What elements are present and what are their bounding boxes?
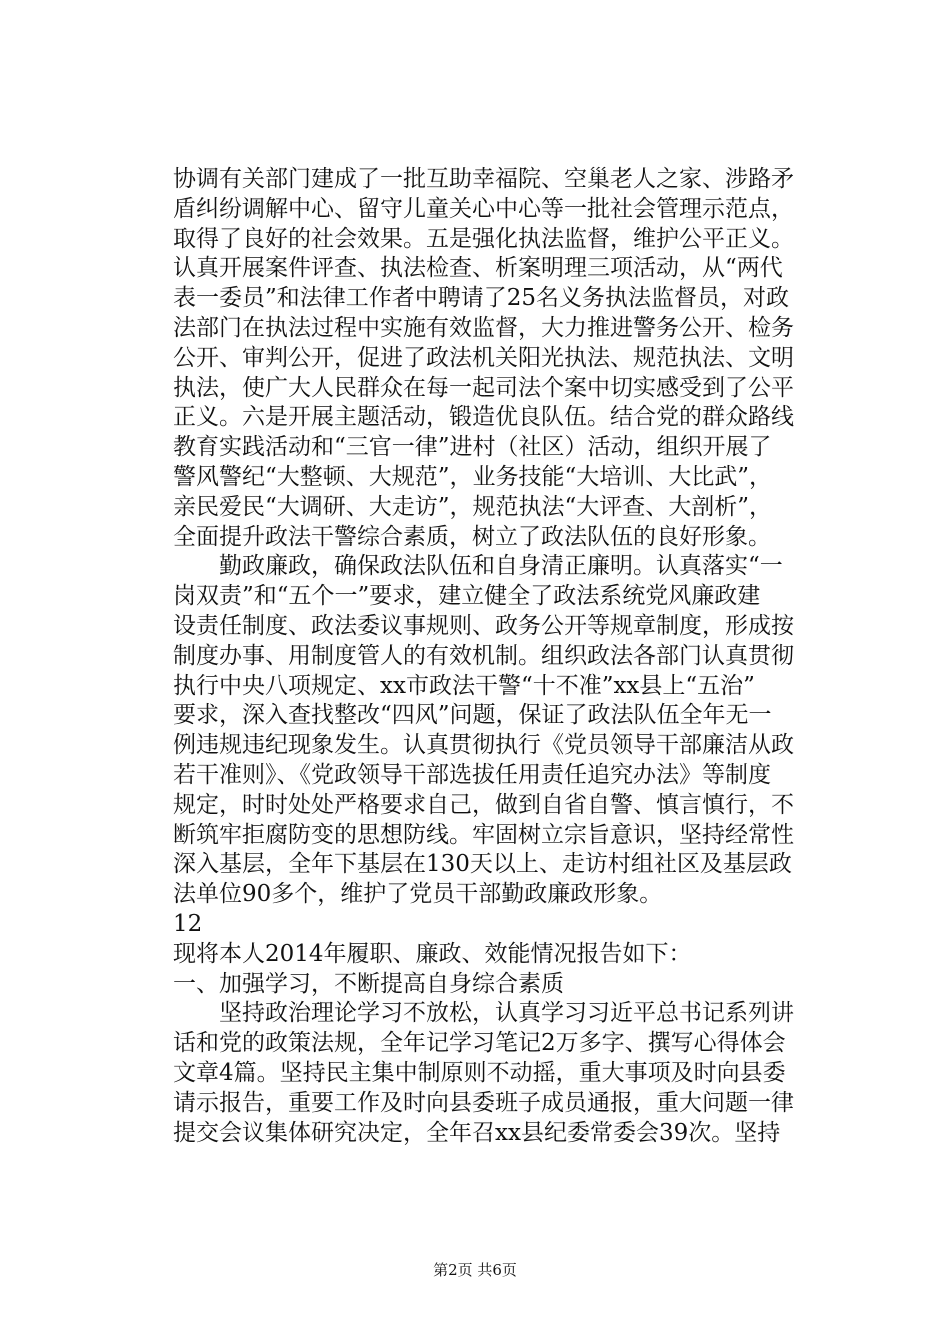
text-line: 协调有关部门建成了一批互助幸福院、空巢老人之家、涉路矛	[173, 166, 794, 192]
text-line: 全面提升政法干警综合素质，树立了政法队伍的良好形象。	[173, 523, 771, 550]
text-line: 深入基层，全年下基层在130天以上、走访村组社区及基层政	[173, 851, 792, 878]
text-line: 取得了良好的社会效果。五是强化执法监督，维护公平正义。	[173, 225, 794, 252]
text-line: 要求，深入查找整改“四风”问题，保证了政法队伍全年无一	[173, 702, 772, 729]
text-line: 例违规违纪现象发生。认真贯彻执行《党员领导干部廉洁从政	[173, 732, 794, 759]
text-line: 断筑牢拒腐防变的思想防线。牢固树立宗旨意识，坚持经常性	[173, 821, 794, 848]
text-line: 规定，时时处处严格要求自己，做到自省自警、慎言慎行，不	[173, 791, 794, 818]
text-line: 表一委员”和法律工作者中聘请了25名义务执法监督员，对政	[173, 285, 790, 312]
page-number-text: 第2页 共6页	[433, 1261, 517, 1279]
text-line: 警风警纪“大整顿、大规范”，业务技能“大培训、大比武”，	[173, 463, 773, 490]
text-line: 12	[173, 910, 203, 937]
text-line: 坚持政治理论学习不放松，认真学习习近平总书记系列讲	[219, 1000, 794, 1027]
page-footer	[0, 1260, 950, 1280]
text-line: 若干准则》、《党政领导干部选拔任用责任追究办法》等制度	[173, 761, 771, 788]
text-line: 盾纠纷调解中心、留守儿童关心中心等一批社会管理示范点，	[173, 195, 794, 222]
text-line: 执行中央八项规定、xx市政法干警“十不准”xx县上“五治”	[173, 672, 755, 699]
text-line: 现将本人2014年履职、廉政、效能情况报告如下：	[173, 940, 692, 967]
text-line: 岗双责”和“五个一”要求，建立健全了政法系统党风廉政建	[173, 583, 761, 610]
text-line: 提交会议集体研究决定，全年召xx县纪委常委会39次。坚持	[173, 1119, 781, 1146]
text-line: 勤政廉政，确保政法队伍和自身清正廉明。认真落实“一	[219, 553, 783, 580]
document-body	[173, 165, 835, 1148]
text-line: 法单位90多个，维护了党员干部勤政廉政形象。	[173, 881, 663, 908]
text-line: 话和党的政策法规，全年记学习笔记2万多字、撰写心得体会	[173, 1030, 786, 1057]
text-line: 公开、审判公开，促进了政法机关阳光执法、规范执法、文明	[173, 344, 794, 371]
text-line: 正义。六是开展主题活动，锻造优良队伍。结合党的群众路线	[173, 404, 794, 431]
text-line: 教育实践活动和“三官一律”进村（社区）活动，组织开展了	[173, 434, 772, 461]
text-line: 请示报告，重要工作及时向县委班子成员通报，重大问题一律	[173, 1089, 794, 1116]
text-line: 认真开展案件评查、执法检查、析案明理三项活动，从“两代	[173, 255, 783, 282]
text-line: 设责任制度、政法委议事规则、政务公开等规章制度，形成按	[173, 612, 794, 639]
text-line: 执法，使广大人民群众在每一起司法个案中切实感受到了公平	[173, 374, 794, 401]
text-line: 亲民爱民“大调研、大走访”，规范执法“大评查、大剖析”，	[173, 493, 773, 520]
text-line: 制度办事、用制度管人的有效机制。组织政法各部门认真贯彻	[173, 642, 794, 669]
text-line: 法部门在执法过程中实施有效监督，大力推进警务公开、检务	[173, 314, 794, 341]
text-line: 文章4篇。坚持民主集中制原则不动摇，重大事项及时向县委	[173, 1059, 786, 1086]
text-line: 一、加强学习，不断提高自身综合素质	[173, 970, 564, 997]
